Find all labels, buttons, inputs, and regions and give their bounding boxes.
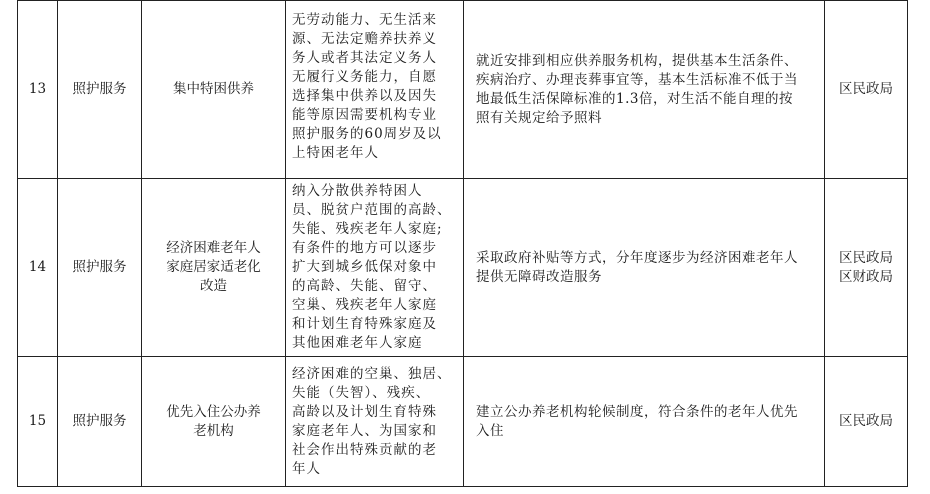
criteria-line: 无履行义务能力，自愿 — [292, 68, 437, 85]
services-table — [17, 0, 908, 487]
item-line: 集中特困供养 — [173, 81, 254, 97]
criteria-line: 家庭老年人、为国家和 — [292, 422, 437, 439]
criteria-line: 的高龄、失能、留守、 — [292, 278, 437, 294]
department-line: 区财政局 — [839, 268, 893, 285]
item-line: 改造 — [200, 278, 227, 294]
department-line: 区民政局 — [839, 81, 893, 97]
content-line: 疾病治疗、办理丧葬事宜等，基本生活标准不低于当 — [476, 71, 798, 88]
content-line: 就近安排到相应供养服务机构，提供基本生活条件、 — [476, 52, 798, 69]
item-cell — [142, 357, 286, 487]
criteria-line: 无劳动能力、无生活来 — [292, 11, 437, 28]
criteria-line: 源、无法定赡养扶养义 — [292, 30, 437, 47]
content-line: 提供无障碍改造服务 — [476, 268, 602, 285]
criteria-line: 有条件的地方可以逐步 — [292, 240, 437, 256]
table-row — [18, 357, 908, 487]
content-line: 地最低生活保障标准的1.3倍，对生活不能自理的按 — [476, 90, 793, 107]
category-cell: 照护服务 — [58, 1, 142, 179]
criteria-line: 失能、残疾老年人家庭; — [292, 221, 443, 237]
item-line: 经济困难老年人 — [166, 240, 261, 256]
content-cell — [464, 357, 825, 487]
criteria-line: 经济困难的空巢、独居、 — [292, 365, 452, 382]
department-cell — [825, 1, 908, 179]
criteria-cell — [286, 179, 464, 357]
department-line: 区民政局 — [839, 249, 893, 266]
content-line: 建立公办养老机构轮候制度，符合条件的老年人优先 — [476, 403, 798, 420]
row-number: 15 — [18, 357, 58, 487]
item-line: 家庭居家适老化 — [166, 259, 261, 275]
criteria-lines — [292, 11, 457, 163]
criteria-line: 扩大到城乡低保对象中 — [292, 259, 437, 275]
criteria-line: 能等原因需要机构专业 — [292, 106, 437, 123]
content-line: 入住 — [476, 422, 504, 439]
criteria-line: 员、脱贫户范围的高龄、 — [292, 202, 452, 218]
department-cell — [825, 179, 908, 357]
criteria-cell — [286, 1, 464, 179]
department-line: 区民政局 — [839, 413, 893, 429]
criteria-line: 纳入分散供养特困人 — [292, 183, 423, 199]
criteria-line: 其他困难老年人家庭 — [292, 335, 423, 351]
criteria-line: 年人 — [292, 460, 321, 477]
row-number: 13 — [18, 1, 58, 179]
content-line: 照有关规定给予照料 — [476, 109, 602, 126]
row-number: 14 — [18, 179, 58, 357]
criteria-line: 空巢、残疾老年人家庭 — [292, 297, 437, 313]
criteria-line: 失能（失智）、残疾、 — [292, 384, 431, 401]
content-cell — [464, 1, 825, 179]
criteria-line: 务人或者其法定义务人 — [292, 49, 437, 66]
criteria-line: 照护服务的60周岁及以 — [292, 125, 442, 142]
item-cell — [142, 1, 286, 179]
item-cell — [142, 179, 286, 357]
criteria-line: 社会作出特殊贡献的老 — [292, 441, 437, 458]
criteria-cell — [286, 357, 464, 487]
department-cell — [825, 357, 908, 487]
table-row — [18, 179, 908, 357]
criteria-line: 和计划生育特殊家庭及 — [292, 316, 437, 332]
item-line: 老机构 — [193, 422, 234, 439]
item-line: 优先入住公办养 — [166, 403, 261, 420]
criteria-line: 选择集中供养以及因失 — [292, 87, 437, 104]
criteria-line: 高龄以及计划生育特殊 — [292, 403, 437, 420]
criteria-line: 上特困老年人 — [292, 144, 379, 161]
table-row — [18, 1, 908, 179]
category-cell: 照护服务 — [58, 179, 142, 357]
content-line: 采取政府补贴等方式，分年度逐步为经济困难老年人 — [476, 249, 798, 266]
category-cell: 照护服务 — [58, 357, 142, 487]
content-cell — [464, 179, 825, 357]
